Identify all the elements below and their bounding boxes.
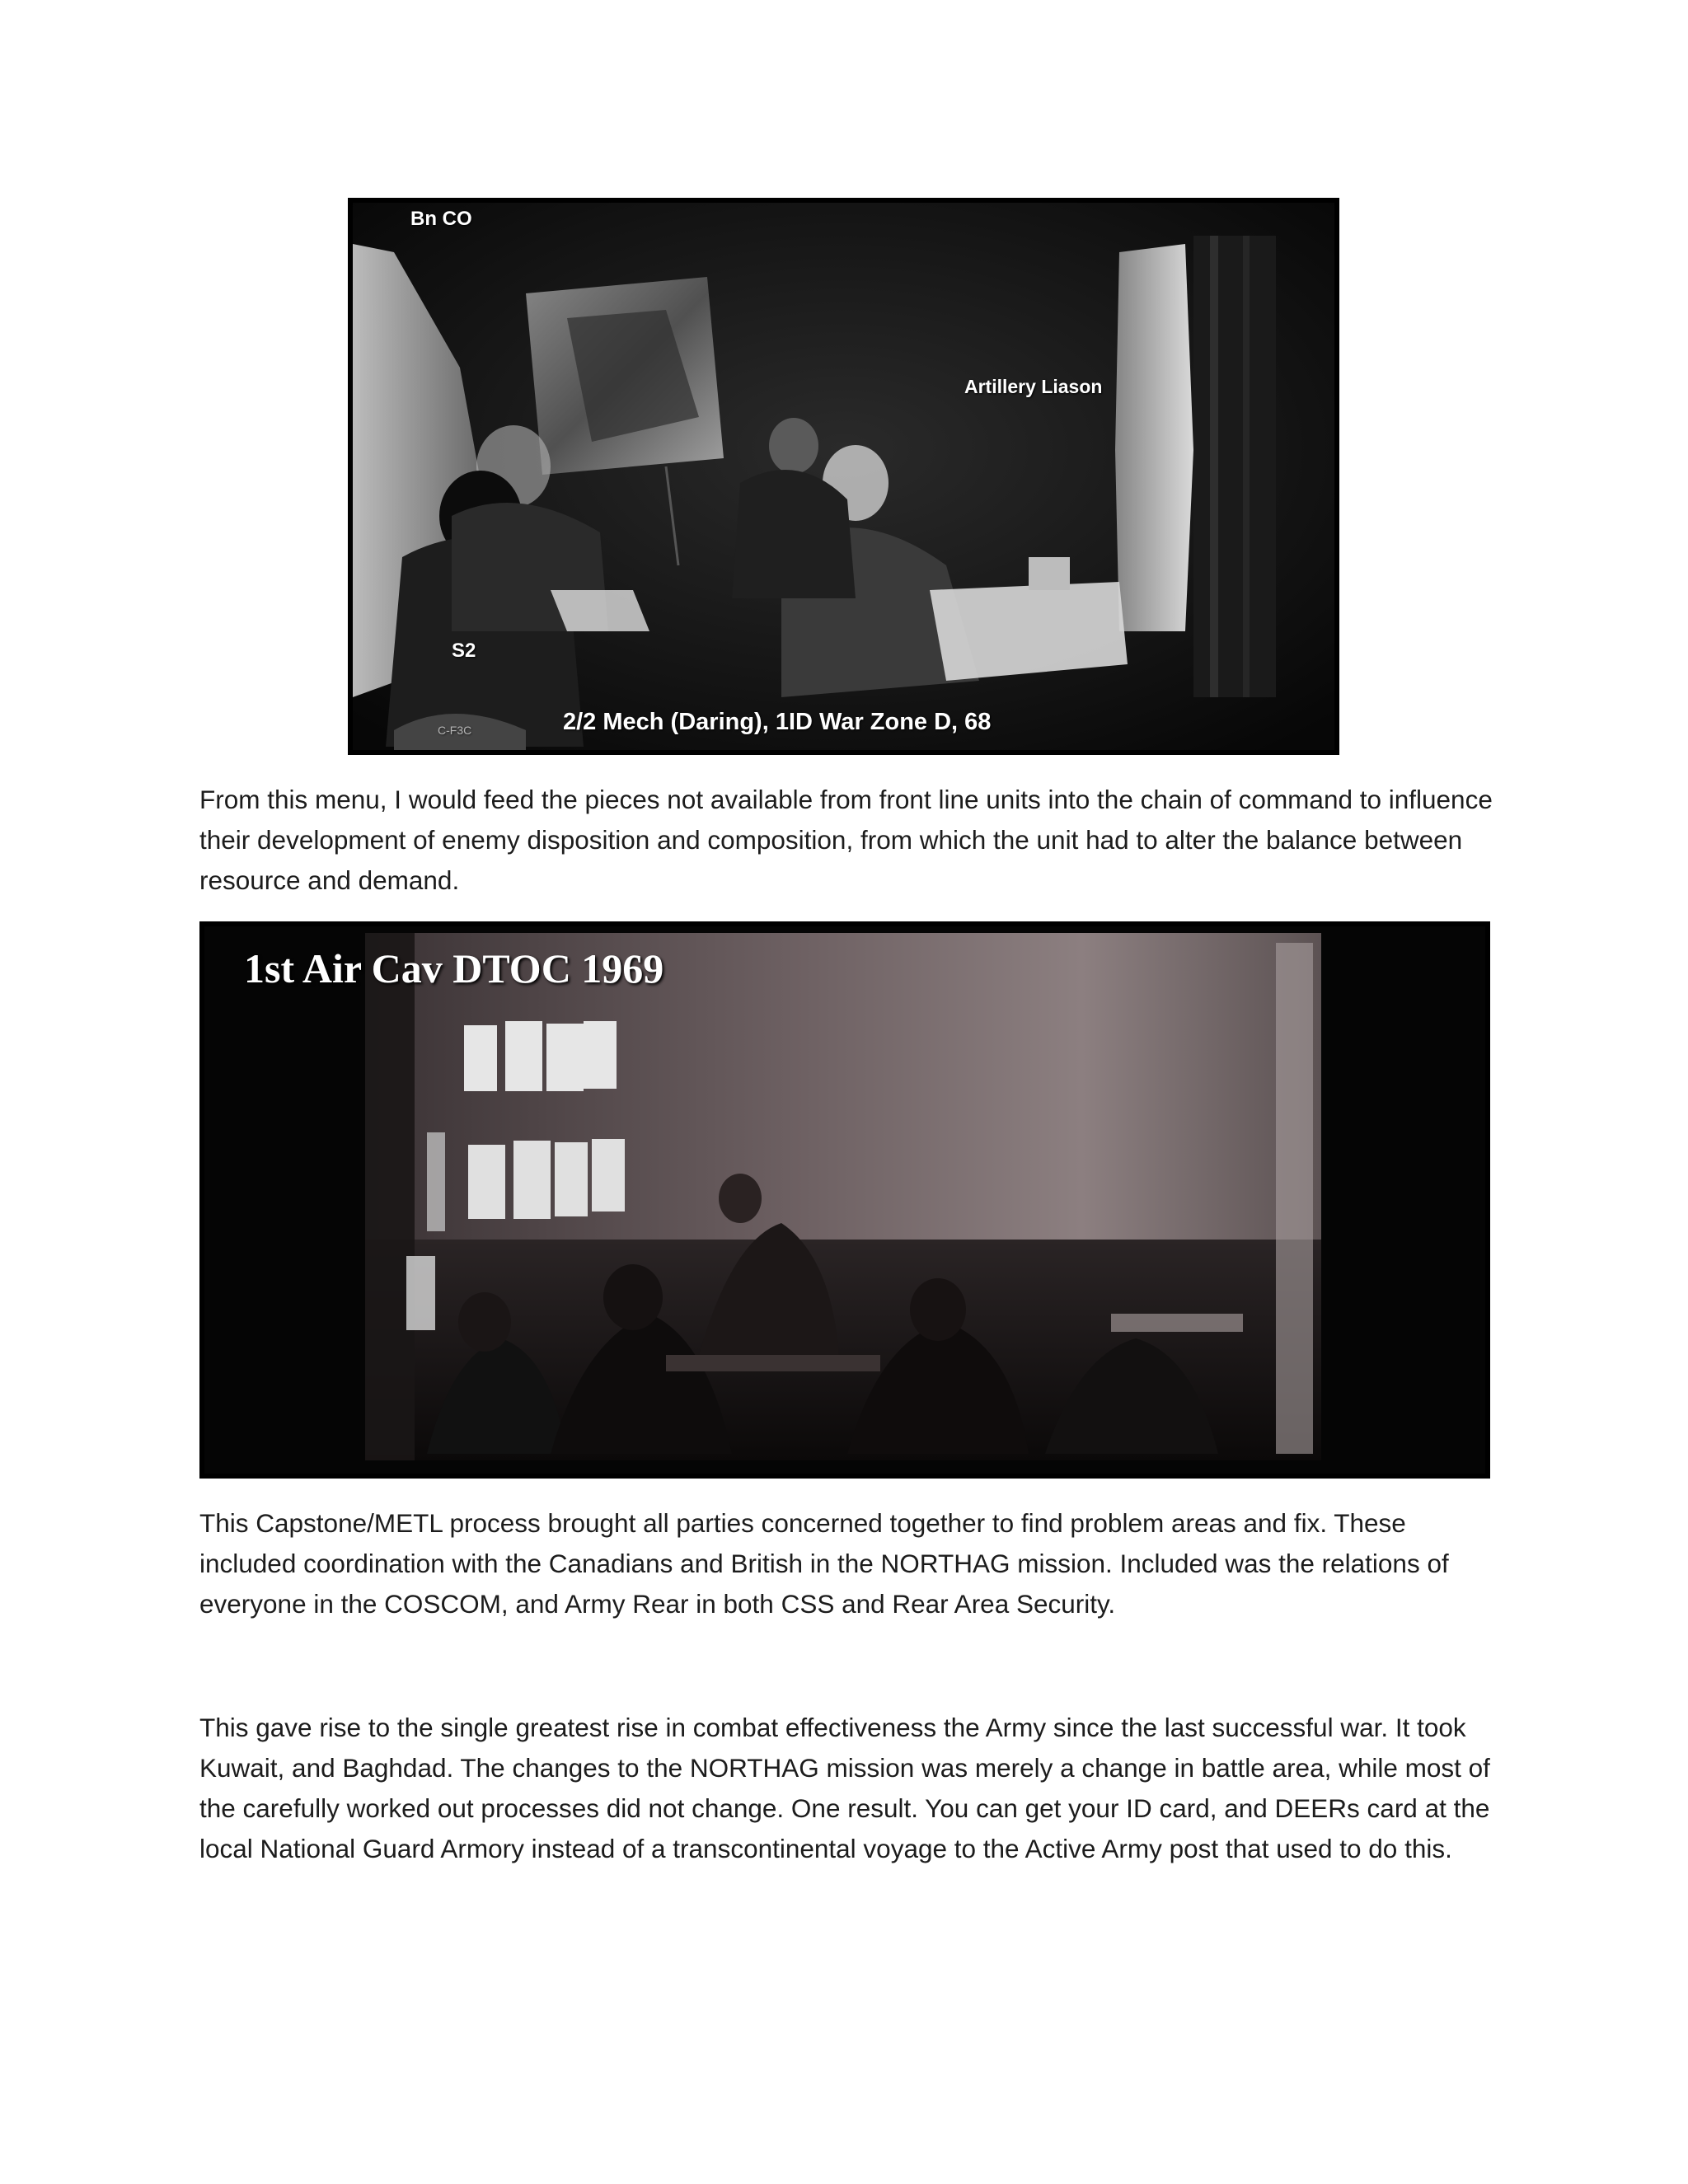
label-s2: S2 bbox=[452, 640, 476, 662]
paragraph-capstone-metl: This Capstone/METL process brought all parties concerned together to find problem areas and fix. These included coordination with the Canadians and British in the NORTHAG mission. Included was the relations of everyone in the COSCOM, and Army Rear in both CSS and Rear Area Security. bbox=[199, 1508, 1449, 1619]
photo-battalion-tent bbox=[348, 198, 1339, 755]
label-artillery-liason: Artillery Liason bbox=[964, 376, 1103, 397]
paragraph-combat-effectiveness: This gave rise to the single greatest rise in combat effectiveness the Army since the last successful war. It took Kuwait, and Baghdad. The changes to the NORTHAG mission was merely a change in battle area, while most of the carefully worked out processes did not change. One result. You can get your ID card, and DEERs card at the local National Guard Armory instead of a transcontinental voyage to the Active Army post that used to do this. bbox=[199, 1713, 1490, 1863]
photo-air-cav-dtoc bbox=[199, 921, 1490, 1479]
chair-stencil-text: C-F3C bbox=[438, 724, 472, 737]
photo-2-title: 1st Air Cav DTOC 1969 bbox=[244, 945, 664, 991]
label-bn-co: Bn CO bbox=[410, 208, 472, 230]
photo-air-cav-dtoc-image bbox=[204, 926, 1485, 1474]
photo-1-caption: 2/2 Mech (Daring), 1ID War Zone D, 68 bbox=[563, 709, 992, 735]
paragraph-menu: From this menu, I would feed the pieces not available from front line units into the chain of command to influence their development of enemy disposition and composition, from which the unit had to alter the balance between resource and demand. bbox=[199, 785, 1493, 895]
photo-battalion-tent-image bbox=[353, 203, 1334, 750]
